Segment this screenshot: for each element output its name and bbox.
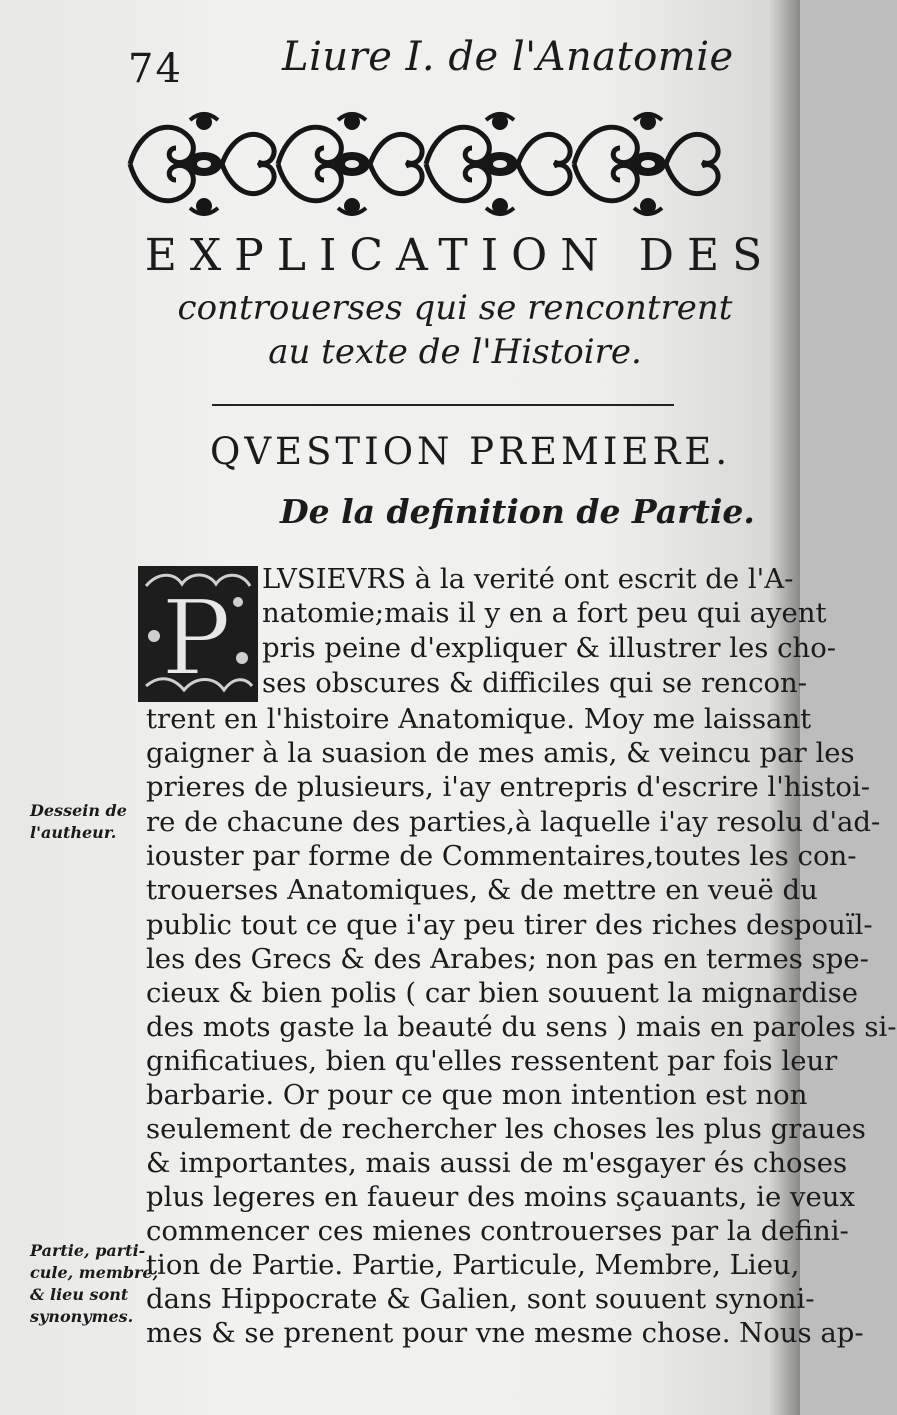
margin-note-line: & lieu sont bbox=[30, 1285, 129, 1304]
body-line: plus legeres en faueur des moins sçauants, ie veux bbox=[146, 1181, 856, 1213]
page-number: 74 bbox=[128, 46, 183, 92]
body-line: les des Grecs & des Arabes; non pas en termes spe- bbox=[146, 943, 869, 975]
decorative-headpiece bbox=[130, 108, 726, 220]
body-line: mes & se prenent pour vne mesme chose. Nous ap- bbox=[146, 1317, 864, 1349]
body-line: natomie;mais il y en a fort peu qui ayent bbox=[262, 597, 827, 629]
body-line: & importantes, mais aussi de m'esgayer és choses bbox=[146, 1147, 848, 1179]
body-line: barbarie. Or pour ce que mon intention est non bbox=[146, 1079, 808, 1111]
body-line: re de chacune des parties,à laquelle i'ay resolu d'ad- bbox=[146, 806, 881, 838]
body-line: ses obscures & difficiles qui se rencon- bbox=[262, 667, 808, 699]
question-heading: QVESTION PREMIERE. bbox=[210, 430, 732, 473]
body-line: des mots gaste la beauté du sens ) mais en paroles si- bbox=[146, 1011, 897, 1043]
decorated-initial-letter bbox=[138, 566, 258, 702]
margin-note-line: synonymes. bbox=[30, 1307, 134, 1326]
body-line: trent en l'histoire Anatomique. Moy me laissant bbox=[146, 703, 812, 735]
body-line: cieux & bien polis ( car bien souuent la mignardise bbox=[146, 977, 858, 1009]
body-line: gaigner à la suasion de mes amis, & veincu par les bbox=[146, 737, 855, 769]
body-line: gnificatiues, bien qu'elles ressentent par fois leur bbox=[146, 1045, 838, 1077]
initial-letter-text: P bbox=[161, 577, 231, 699]
margin-note-line: Dessein de bbox=[30, 801, 127, 820]
margin-note-dessein bbox=[30, 800, 127, 844]
body-line: pris peine d'expliquer & illustrer les cho- bbox=[262, 632, 837, 664]
body-line: commencer ces mienes controuerses par la defini- bbox=[146, 1215, 849, 1247]
chapter-title: EXPLICATION DES bbox=[144, 230, 776, 281]
chapter-subtitle-line-1: controuerses qui se rencontrent bbox=[177, 288, 733, 328]
horizontal-rule bbox=[212, 404, 674, 406]
body-line: tion de Partie. Partie, Particule, Membre, Lieu, bbox=[146, 1249, 800, 1281]
section-subheading: De la definition de Partie. bbox=[280, 492, 755, 531]
margin-note-partie bbox=[30, 1240, 158, 1328]
body-line: prieres de plusieurs, i'ay entrepris d'escrire l'histoi- bbox=[146, 771, 871, 803]
body-line: public tout ce que i'ay peu tirer des riches despouïl- bbox=[146, 909, 873, 941]
margin-note-line: cule, membre, bbox=[30, 1263, 159, 1282]
running-head: Liure I. de l'Anatomie bbox=[282, 34, 734, 80]
body-line: LVSIEVRS à la verité ont escrit de l'A- bbox=[262, 563, 794, 595]
body-line: dans Hippocrate & Galien, sont souuent synoni- bbox=[146, 1283, 815, 1315]
body-line: iouster par forme de Commentaires,toutes les con- bbox=[146, 840, 857, 872]
body-line: trouerses Anatomiques, & de mettre en veuë du bbox=[146, 874, 818, 906]
body-line: seulement de rechercher les choses les plus graues bbox=[146, 1113, 866, 1145]
chapter-subtitle-line-2: au texte de l'Histoire. bbox=[268, 332, 642, 372]
margin-note-line: Partie, parti- bbox=[30, 1241, 146, 1260]
margin-note-line: l'autheur. bbox=[30, 823, 117, 842]
